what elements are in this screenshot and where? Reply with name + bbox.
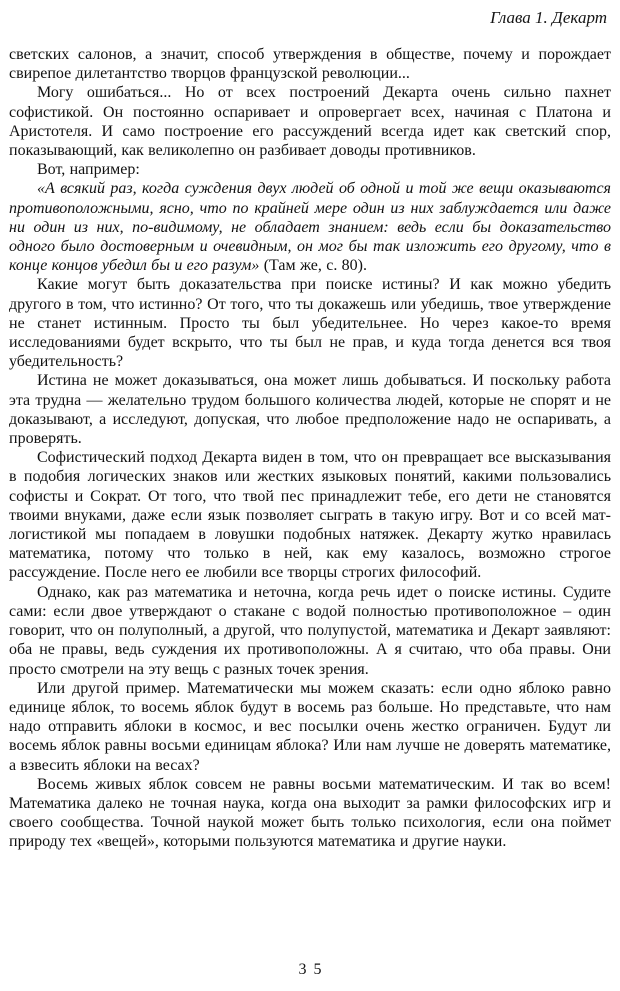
paragraph: Могу ошибаться... Но от всех построений Декарта очень сильно пахнет софистикой. Он постоянно оспаривает и опровергает всех, начиная с Платона и Аристотеля. И само построение его рассуждений всегда идет как светский спор, показывающий, как великолепно он разбивает доводы противников. bbox=[9, 84, 611, 160]
paragraph: Какие могут быть доказательства при поиске истины? И как можно убедить другого в том, что истинно? От того, что ты докажешь или убедишь, твое утверждение не станет истинным. Просто ты был убедительнее. Но через какое-то время исследованиями будет вскрыто, что ты был не прав, и куда тогда денется вся твоя убедительность? bbox=[9, 276, 611, 371]
paragraph: Или другой пример. Математически мы можем сказать: если одно яблоко равно единице яблок, то восемь яблок будут в восемь раз больше. Но представьте, что нам надо отправить яблоки в космос, и вес посылки очень жестко ограничен. Будут ли восемь яблок равны восьми единицам яблока? Или нам лучше не доверять математике, а взвесить яблоки на весах? bbox=[9, 679, 611, 774]
quote-citation: (Там же, с. 80). bbox=[259, 257, 367, 275]
quote-text: «А всякий раз, когда суждения двух людей об одной и той же вещи оказываются противоположными, ясно, что по крайней мере один из них заблуждается или даже ни один из них, по-видимому, не обладает знанием: ведь если бы доказательство одного было достоверным и очевидным, он мог бы так изложить его другому, что в конце концов убедил бы и его разум» bbox=[9, 180, 611, 275]
paragraph: Однако, как раз математика и неточна, когда речь идет о поиске истины. Судите сами: если двое утверждают о стакане с водой полностью противоположное – один говорит, что он полуполный, а другой, что полупустой, математика и Декарт заявляют: оба не правы, ведь суждения их противоположны. А я считаю, что оба правы. Они просто смотрели на эту вещь с разных точек зрения. bbox=[9, 583, 611, 678]
paragraph: Восемь живых яблок совсем не равны восьми математическим. И так во всем! Математика далеко не точная наука, когда она выходит за рамки философских игр и своего сообщества. Точной наукой может быть только психология, если она поймет природу тех «вещей», которыми пользуются математика и другие науки. bbox=[9, 775, 611, 851]
page-number: 35 bbox=[298, 961, 329, 978]
paragraph-lead-in: Вот, например: bbox=[37, 161, 140, 179]
quote-paragraph bbox=[9, 179, 611, 275]
running-header: Глава 1. Декарт bbox=[490, 8, 607, 27]
paragraph: Софистический подход Декарта виден в том, что он превращает все высказывания в подобия логических знаков или жестких языковых понятий, какими пользовались софисты и Сократ. От того, что твой пес принадлежит тебе, его дети не становятся твоими внуками, даже если язык позволяет сыграть в такую игру. Вот и со всей мат-логистикой мы попадаем в ловушки подобных натяжек. Декарту жутко нравилась математика, потому что только в ней, как ему казалось, возможно строгое рассуждение. После него ее любили все творцы строгих философий. bbox=[9, 449, 611, 582]
page-body bbox=[9, 45, 611, 951]
paragraph-continuation: светских салонов, а значит, способ утверждения в обществе, почему и порождает свирепое дилетантство творцов французской революции... bbox=[9, 46, 611, 83]
paragraph: Истина не может доказываться, она может лишь добываться. И поскольку работа эта трудна — желательно трудом большого количества людей, которые не спорят и не доказывают, а исследуют, допуская, что любое предположение надо не оспаривать, а проверять. bbox=[9, 372, 611, 448]
